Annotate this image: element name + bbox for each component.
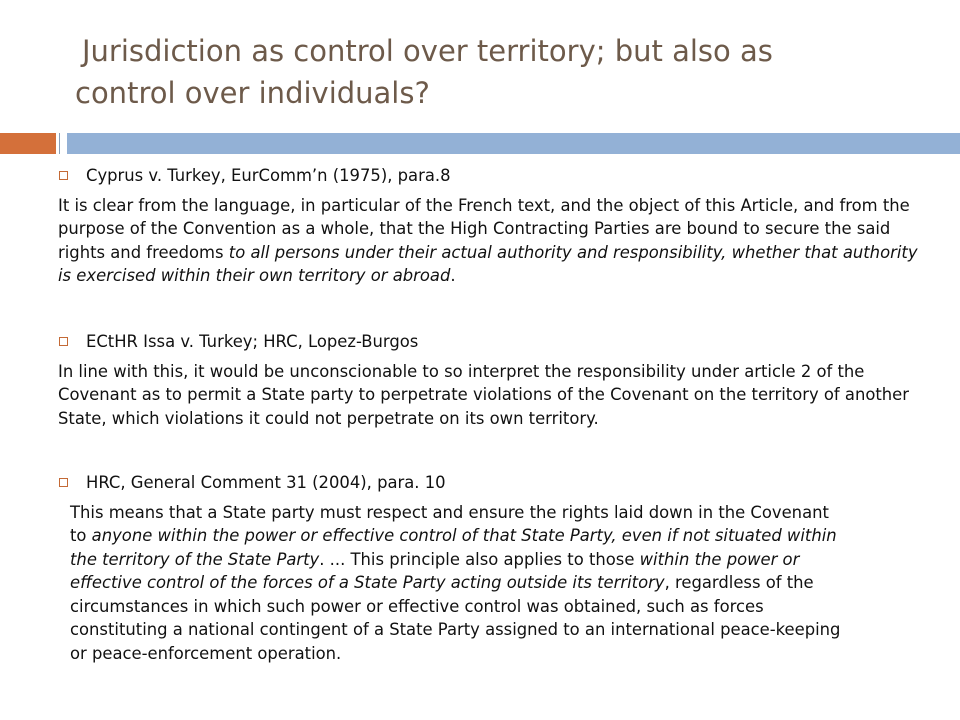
quote-run: This means that a State party must respect and ensure the rights laid down in the Covenant to — [70, 502, 829, 545]
square-bullet-icon — [59, 171, 68, 180]
quote-italic-run: anyone within the power or effective control of that State Party, even if not situated within the territory of the State Party — [70, 526, 837, 569]
quote-run: It is clear from the language, in particular of the French text, and the object of this Article, and from the purpose of the Convention as a whole, that the High Contracting Parties are bound to secure the said rights and freedoms — [58, 195, 910, 262]
section-heading-row — [58, 330, 920, 354]
accent-bar-orange — [0, 133, 56, 154]
quote-run: , regardless of the circumstances in which such power or effective control was obtained, such as forces constituting a national contingent of a State Party assigned to an international peace-keeping or peace-enforcement operation. — [70, 573, 841, 663]
quote-run: . ... This principle also applies to those — [319, 549, 640, 569]
section-cyprus — [58, 164, 920, 288]
quote-text — [58, 194, 920, 288]
quote-text — [58, 360, 920, 431]
section-general-comment — [58, 471, 920, 665]
accent-bar-divider — [59, 133, 60, 154]
square-bullet-icon — [59, 478, 68, 487]
accent-bar-blue — [67, 133, 960, 154]
quote-italic-run: to all persons under their actual authority and responsibility, whether that authority is exercised within their own territory or abroad — [58, 242, 918, 285]
section-heading: HRC, General Comment 31 (2004), para. 10 — [86, 473, 446, 492]
section-heading-row — [58, 164, 920, 188]
section-heading-row — [58, 471, 920, 495]
quote-run: . — [450, 266, 456, 285]
section-heading: ECtHR Issa v. Turkey; HRC, Lopez-Burgos — [86, 332, 419, 351]
slide-title — [75, 30, 935, 114]
square-bullet-icon — [59, 337, 68, 346]
slide-title-line-2: control over individuals? — [75, 76, 430, 110]
quote-italic-run: within the power or effective control of the forces of a State Party acting outside its territory — [70, 549, 800, 592]
quote-text — [70, 501, 850, 666]
section-heading: Cyprus v. Turkey, EurComm’n (1975), para.8 — [86, 166, 451, 185]
section-issa — [58, 330, 920, 430]
slide-title-line-1: Jurisdiction as control over territory; but also as — [82, 34, 773, 68]
quote-run: In line with this, it would be unconscionable to so interpret the responsibility under article 2 of the Covenant as to permit a State party to perpetrate violations of the Covenant on the territory of another State, which violations it could not perpetrate on its own territory. — [58, 361, 910, 428]
